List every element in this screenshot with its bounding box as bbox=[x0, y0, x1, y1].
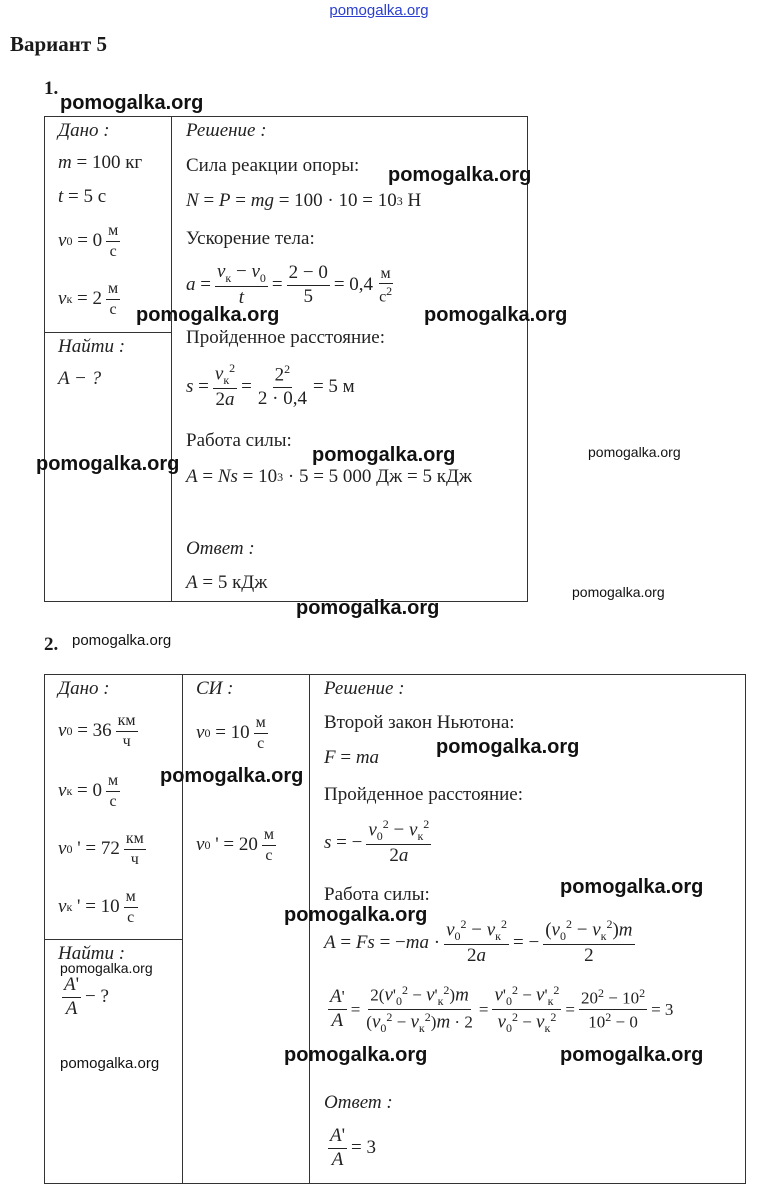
p2-step-4: s = − $\frac{v_0^2 - v_к^2}{2a}$ bbox=[324, 817, 430, 867]
p1-given-time: t = 5 с bbox=[58, 186, 107, 207]
watermark: pomogalka.org bbox=[572, 584, 665, 600]
p1-given-label: Дано : bbox=[58, 120, 110, 141]
watermark: pomogalka.org bbox=[72, 632, 172, 649]
p1-given-mass: m = 100 кг bbox=[58, 152, 143, 173]
p1-step-5: Пройденное расстояние: bbox=[186, 327, 386, 348]
problem-2-divider-solution bbox=[309, 674, 310, 1184]
watermark: pomogalka.org bbox=[436, 736, 580, 758]
watermark: pomogalka.org bbox=[296, 597, 440, 619]
p2-step-2: F = ma bbox=[324, 747, 380, 768]
watermark: pomogalka.org bbox=[424, 304, 568, 326]
p2-answer: $\frac{A'}{A}$ = 3 bbox=[330, 1125, 377, 1170]
p1-solution-label: Решение : bbox=[186, 120, 267, 141]
watermark: pomogalka.org bbox=[588, 444, 681, 460]
watermark: pomogalka.org bbox=[560, 876, 704, 898]
p2-answer-label: Ответ : bbox=[324, 1092, 393, 1113]
problem-2-number: 2. bbox=[44, 634, 59, 655]
watermark: pomogalka.org bbox=[312, 444, 456, 466]
p1-answer-label: Ответ : bbox=[186, 538, 255, 559]
p2-given-v0prime: v 0 ' = 72 $\frac{км}{ч}$ bbox=[58, 830, 144, 868]
p1-step-6: s = $\frac{v_к^2}{2a}$ = $\frac{2^2}{2 \cdot 0,4}$ = 5 м bbox=[186, 361, 355, 411]
p2-find: $\frac{A'}{A}$ − ? bbox=[64, 974, 109, 1019]
p2-step-6: A = Fs = − ma · $\frac{v_0^2 - v_к^2}{2a}$ = − $\frac{(v_0^2 - v_к^2)m}{2}$ bbox=[324, 917, 633, 967]
site-header-link[interactable]: pomogalka.org bbox=[329, 2, 429, 19]
p2-step-1: Второй закон Ньютона: bbox=[324, 712, 515, 733]
watermark: pomogalka.org bbox=[60, 1055, 160, 1072]
watermark: pomogalka.org bbox=[284, 904, 428, 926]
p2-find-label: Найти : bbox=[58, 943, 126, 964]
p2-step-7: $\frac{A'}{A}$ = $\frac{2(v'_0^2 - v'_к^2)m}{(v_0^2 - v_к^2)m \cdot 2}$ = $\frac{v'_0^2 - v'_к^2}{v_0^2 - v_к^2}$ = $\frac{20^2 - 10^2}{10^2 - 0}$ = 3 bbox=[330, 983, 674, 1036]
watermark: pomogalka.org bbox=[36, 453, 180, 475]
p2-step-5: Работа силы: bbox=[324, 884, 430, 905]
watermark: pomogalka.org bbox=[284, 1044, 428, 1066]
p2-si-v0: v 0 = 10 $\frac{м}{с}$ bbox=[196, 714, 266, 752]
p1-given-v0: v 0 = 0 $\frac{м}{с}$ bbox=[58, 222, 119, 260]
problem-1-divider bbox=[171, 116, 172, 602]
p2-solution-label: Решение : bbox=[324, 678, 405, 699]
watermark: pomogalka.org bbox=[160, 765, 304, 787]
watermark: pomogalka.org bbox=[60, 92, 204, 114]
problem-1-given-divider bbox=[44, 332, 172, 333]
p1-answer: A = 5 кДж bbox=[186, 572, 268, 593]
p1-find-label: Найти : bbox=[58, 336, 126, 357]
problem-2-divider-si bbox=[182, 674, 183, 1184]
p1-given-vk: v к = 2 $\frac{м}{с}$ bbox=[58, 280, 119, 318]
p1-find: A − ? bbox=[58, 368, 102, 389]
problem-1-table bbox=[44, 116, 528, 602]
watermark: pomogalka.org bbox=[388, 164, 532, 186]
p2-given-vkprime: v к ' = 10 $\frac{м}{с}$ bbox=[58, 888, 136, 926]
p2-given-v0: v 0 = 36 $\frac{км}{ч}$ bbox=[58, 712, 136, 750]
p2-given-vk: v к = 0 $\frac{м}{с}$ bbox=[58, 772, 119, 810]
problem-1-number: 1. bbox=[44, 78, 59, 99]
p1-step-2: N = P = mg = 100 · 10 = 10 3 Н bbox=[186, 190, 422, 211]
p2-si-v0prime: v 0 ' = 20 $\frac{м}{с}$ bbox=[196, 826, 274, 864]
p2-si-label: СИ : bbox=[196, 678, 234, 699]
p2-given-label: Дано : bbox=[58, 678, 110, 699]
p1-step-8: A = Ns = 10 3 · 5 = 5 000 Дж = 5 кДж bbox=[186, 466, 473, 487]
problem-2-given-divider bbox=[44, 939, 183, 940]
page-title: Вариант 5 bbox=[10, 32, 107, 56]
watermark: pomogalka.org bbox=[60, 960, 153, 976]
p2-step-3: Пройденное расстояние: bbox=[324, 784, 524, 805]
p1-step-7: Работа силы: bbox=[186, 430, 292, 451]
p1-step-4: a = $\frac{v_к - v_0}{t}$ = $\frac{2 - 0}{5}$ = 0,4 $\frac{м}{с^2}$ bbox=[186, 261, 393, 308]
p1-step-1: Сила реакции опоры: bbox=[186, 155, 360, 176]
p1-step-3: Ускорение тела: bbox=[186, 228, 315, 249]
watermark: pomogalka.org bbox=[560, 1044, 704, 1066]
watermark: pomogalka.org bbox=[136, 304, 280, 326]
